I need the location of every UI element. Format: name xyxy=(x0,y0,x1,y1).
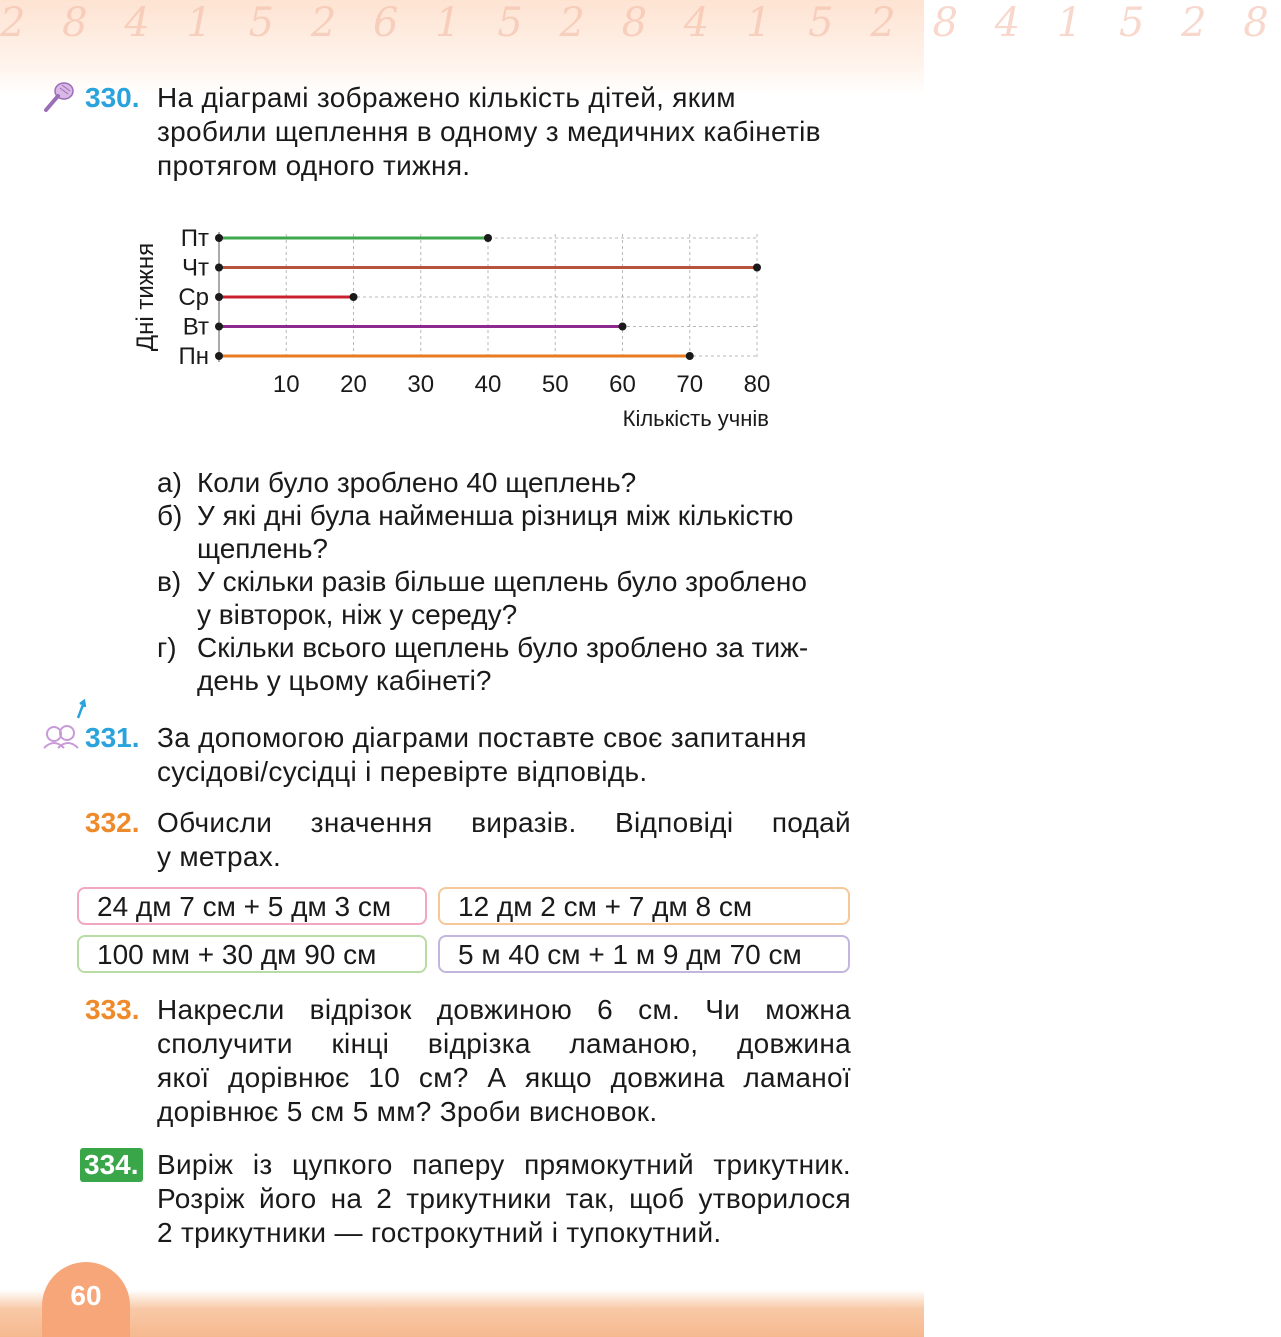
question-b-letter: б) xyxy=(157,500,183,531)
task-number-332: 332. xyxy=(85,807,140,838)
category-label-Чт: Чт xyxy=(182,254,209,282)
page-number: 60 xyxy=(42,1262,130,1337)
question-d-line-1: Скільки всього щеплень було зроблено за тиж- xyxy=(197,632,809,663)
task-331-text xyxy=(157,721,851,789)
question-a xyxy=(157,466,851,499)
question-c xyxy=(157,565,851,631)
x-tick-label-60: 60 xyxy=(609,371,636,398)
task-330-line-2: зробили щеплення в одному з медичних кабінетів xyxy=(157,116,821,147)
bar-end-dot-Вт xyxy=(619,323,627,331)
task-330-questions xyxy=(157,466,851,697)
expression-box-2: 12 дм 2 см + 7 дм 8 см xyxy=(438,887,850,925)
question-d-letter: г) xyxy=(157,632,177,663)
task-333-line-1: Накресли відрізок довжиною 6 см. Чи можна xyxy=(157,994,851,1025)
task-number-331: 331. xyxy=(85,722,140,753)
task-331-line-2: сусідові/сусідці і перевірте відповідь. xyxy=(157,756,648,787)
x-tick-label-40: 40 xyxy=(474,371,502,398)
question-d xyxy=(157,631,851,697)
x-tick-label-80: 80 xyxy=(743,371,771,398)
x-tick-label-30: 30 xyxy=(407,371,435,398)
task-332-line-2: у метрах. xyxy=(157,841,282,872)
task-332-line-1: Обчисли значення виразів. Відповіді подай xyxy=(157,807,851,838)
x-tick-label-70: 70 xyxy=(676,371,704,398)
task-334-line-1: Виріж із цупкого паперу прямокутний трикутник. xyxy=(157,1149,851,1180)
category-label-Ср: Ср xyxy=(178,284,209,311)
category-label-Вт: Вт xyxy=(182,313,209,341)
task-number-333: 333. xyxy=(85,994,140,1025)
question-d-line-2: день у цьому кабінеті? xyxy=(197,665,492,696)
background-digits: 2 8 4 1 5 2 6 1 5 2 8 4 1 5 2 8 4 1 5 2 8 xyxy=(0,0,1281,46)
x-tick-label-20: 20 xyxy=(340,371,367,398)
question-c-line-1: У скільки разів більше щеплень було зроблено xyxy=(197,566,807,597)
question-c-line-2: у вівторок, ніж у середу? xyxy=(197,599,518,630)
footer-band xyxy=(0,1290,924,1337)
task-330-text xyxy=(157,81,851,183)
question-a-line-1: Коли було зроблено 40 щеплень? xyxy=(197,467,637,498)
bar-end-dot-Чт xyxy=(753,264,761,272)
task-334-text xyxy=(157,1148,851,1250)
task-333-line-3: якої дорівнює 10 см? А якщо довжина ламаної xyxy=(157,1062,851,1093)
task-333-text xyxy=(157,993,851,1129)
pair-work-icon xyxy=(40,698,86,755)
task-number-330: 330. xyxy=(85,82,140,113)
question-c-letter: в) xyxy=(157,566,182,597)
question-a-letter: а) xyxy=(157,467,182,498)
question-b-line-2: щеплень? xyxy=(197,533,328,564)
microphone-icon xyxy=(40,80,76,119)
task-332-text xyxy=(157,806,851,874)
task-331-line-1: За допомогою діаграми поставте своє запитання xyxy=(157,722,807,753)
bar-start-dot-Вт xyxy=(215,323,223,331)
bar-start-dot-Пт xyxy=(215,234,223,242)
task-334-line-2: Розріж його на 2 трикутники так, щоб утворилося xyxy=(157,1183,851,1214)
chart-svg xyxy=(120,215,800,440)
expression-box-4: 5 м 40 см + 1 м 9 дм 70 см xyxy=(438,935,850,973)
task-334-line-3: 2 трикутники — гострокутний і тупокутний. xyxy=(157,1217,722,1248)
task-330-line-3: протягом одного тижня. xyxy=(157,150,471,181)
category-label-Пн: Пн xyxy=(178,343,209,370)
question-b xyxy=(157,499,851,565)
task-330-line-1: На діаграмі зображено кількість дітей, яким xyxy=(157,82,736,113)
x-tick-label-50: 50 xyxy=(541,371,569,398)
expression-box-1: 24 дм 7 см + 5 дм 3 см xyxy=(77,887,427,925)
y-axis-label: Дні тижня xyxy=(132,242,159,352)
question-b-line-1: У які дні була найменша різниця між кількістю xyxy=(197,500,794,531)
task-333-line-4: дорівнює 5 см 5 мм? Зроби висновок. xyxy=(157,1096,658,1127)
task-333-line-2: сполучити кінці відрізка ламаною, довжина xyxy=(157,1028,851,1059)
bar-start-dot-Ср xyxy=(215,293,223,301)
bar-end-dot-Пт xyxy=(484,234,492,242)
x-axis-label: Кількість учнів xyxy=(622,406,769,431)
bar-start-dot-Чт xyxy=(215,264,223,272)
bar-end-dot-Пн xyxy=(686,352,694,360)
x-tick-label-10: 10 xyxy=(272,371,300,398)
task-number-334: 334. xyxy=(80,1148,143,1182)
category-label-Пт: Пт xyxy=(180,225,209,252)
vaccination-bar-chart xyxy=(120,215,800,440)
bar-start-dot-Пн xyxy=(215,352,223,360)
bar-end-dot-Ср xyxy=(350,293,358,301)
expression-box-3: 100 мм + 30 дм 90 см xyxy=(77,935,427,973)
